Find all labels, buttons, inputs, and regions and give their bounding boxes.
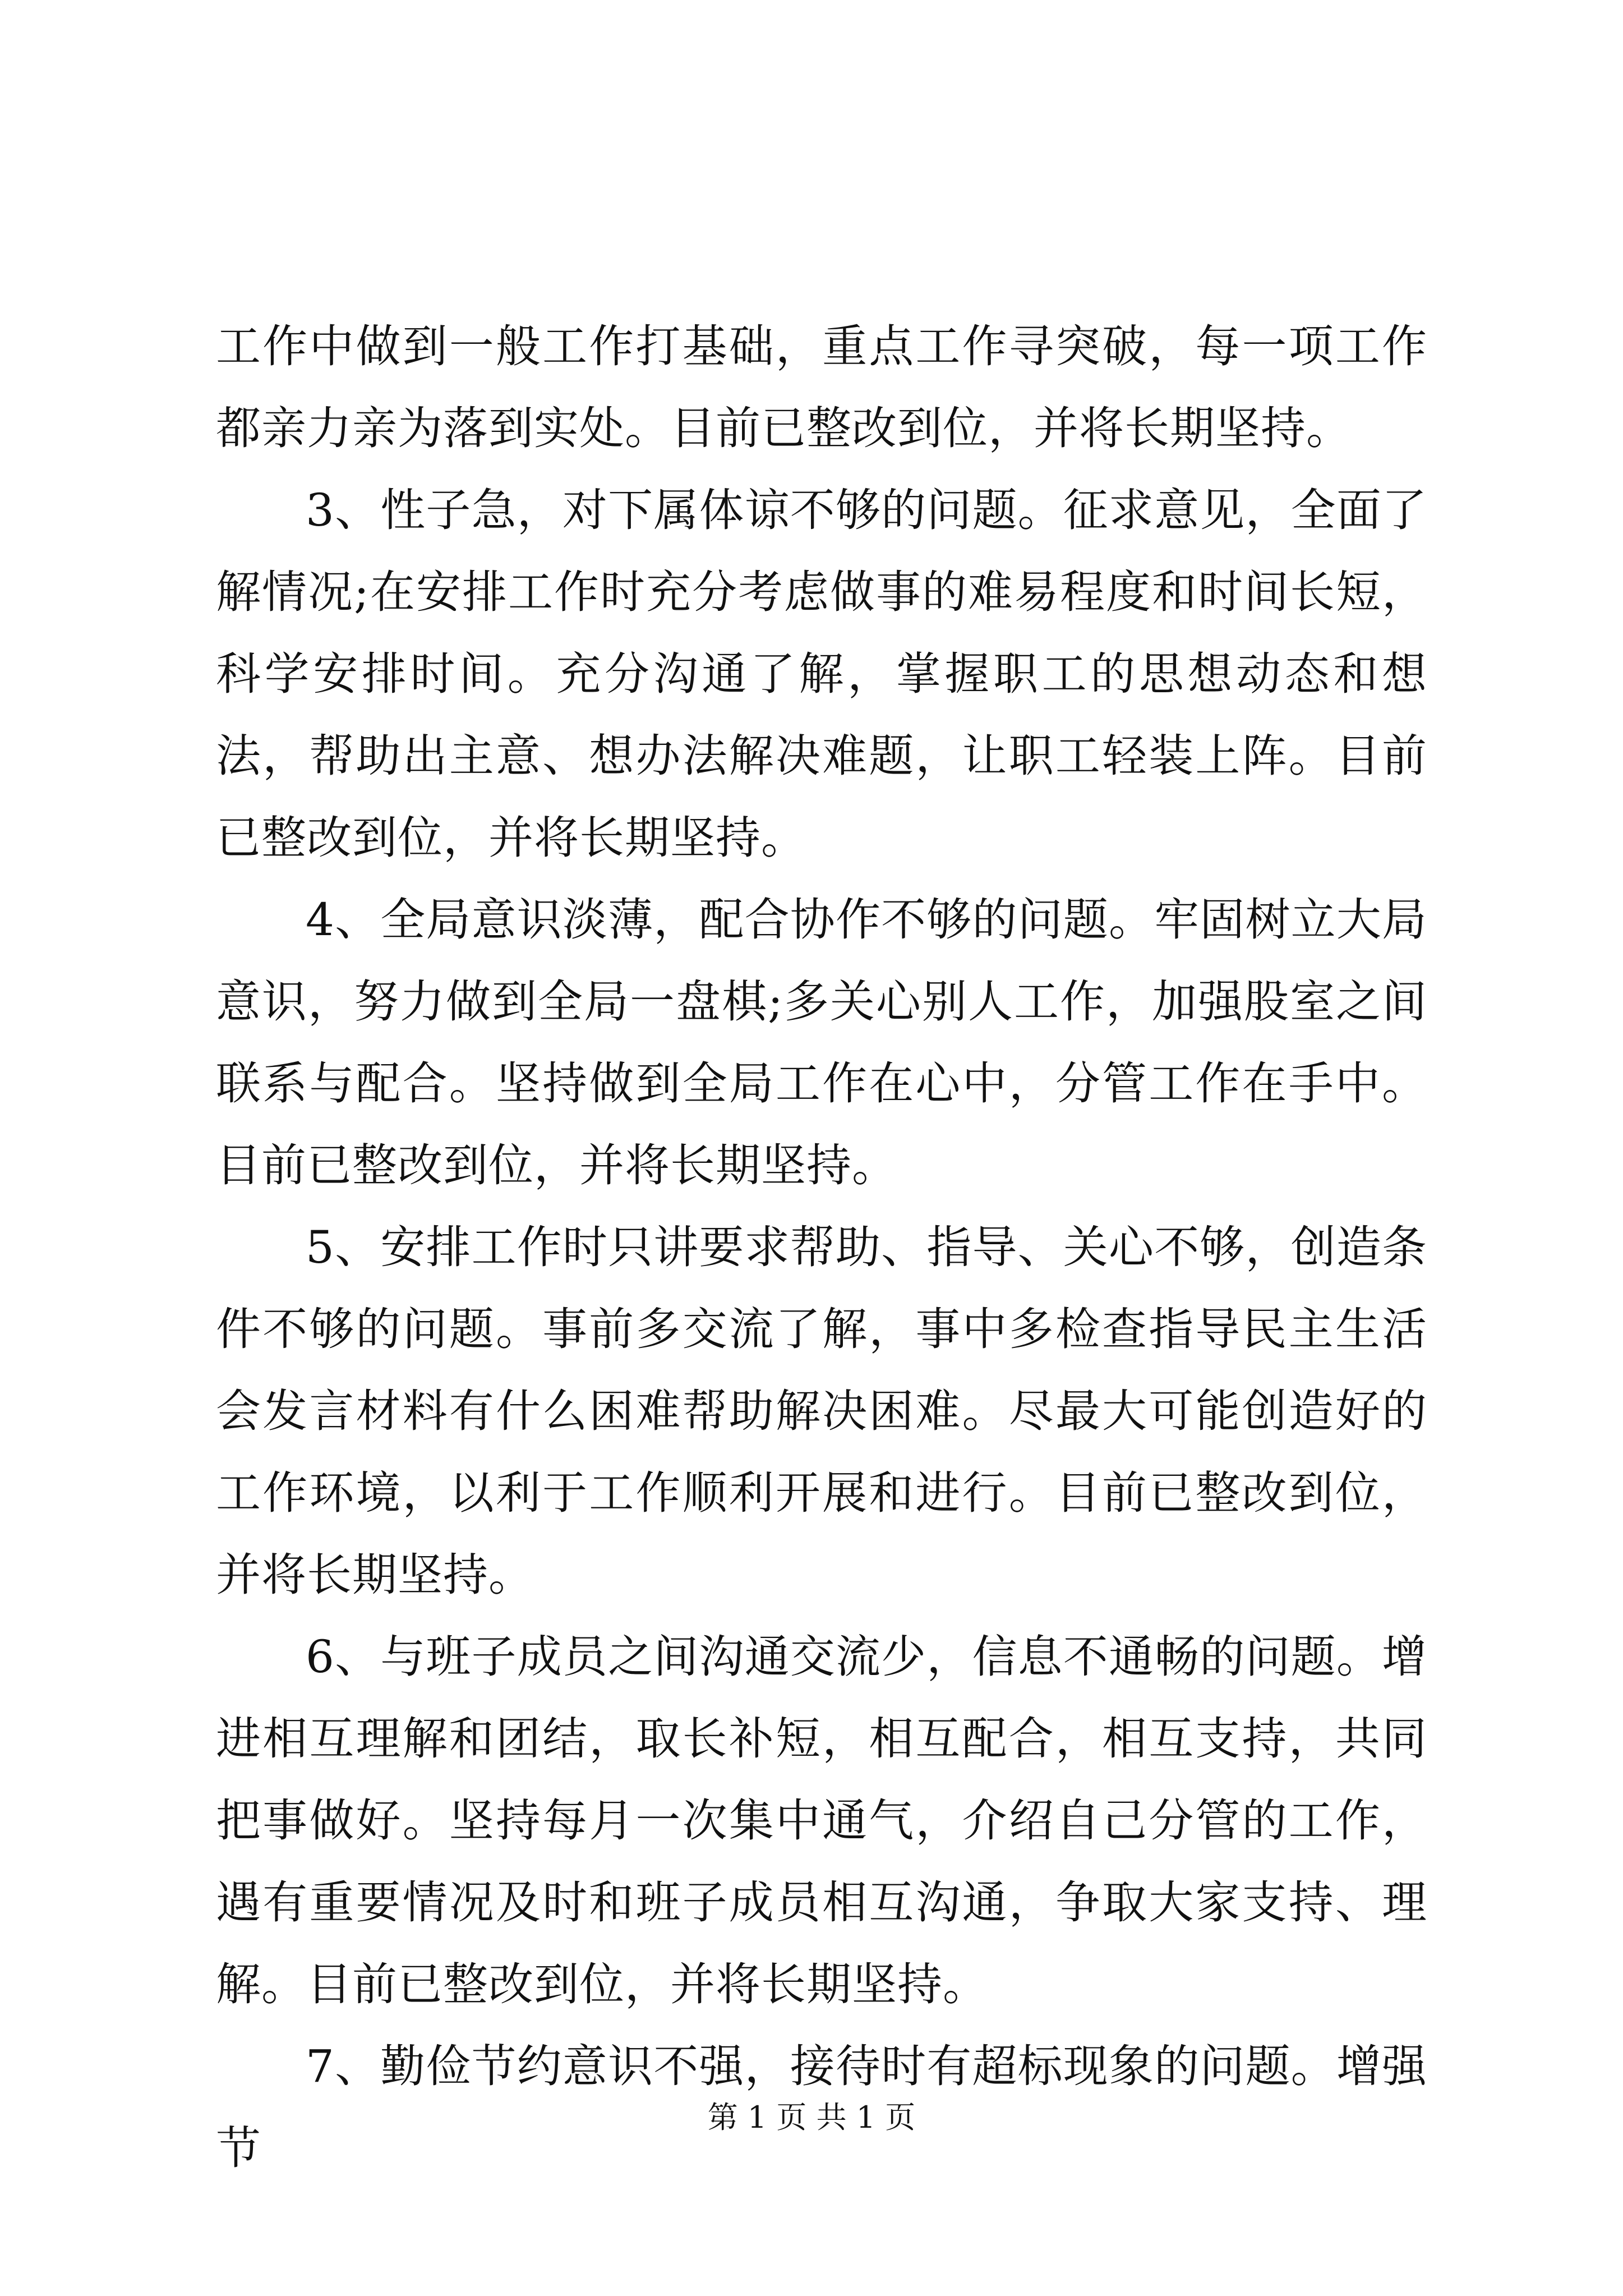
document-body xyxy=(216,306,1427,2189)
paragraph-item-4: 4、全局意识淡薄，配合协作不够的问题。牢固树立大局意识，努力做到全局一盘棋;多关心别人工作，加强股室之间联系与配合。坚持做到全局工作在心中，分管工作在手中。目前已整改到位，并将长期坚持。 xyxy=(216,894,1427,1191)
paragraph-item-6: 6、与班子成员之间沟通交流少，信息不通畅的问题。增进相互理解和团结，取长补短，相互配合，相互支持，共同把事做好。坚持每月一次集中通气，介绍自己分管的工作，遇有重要情况及时和班子成员相互沟通，争取大家支持、理解。目前已整改到位，并将长期坚持。 xyxy=(216,1631,1427,2010)
paragraph-continuation: 工作中做到一般工作打基础，重点工作寻突破，每一项工作都亲力亲为落到实处。目前已整改到位，并将长期坚持。 xyxy=(216,320,1427,454)
paragraph-item-7: 7、勤俭节约意识不强，接待时有超标现象的问题。增强节 xyxy=(216,2040,1427,2174)
paragraph-item-3: 3、性子急，对下属体谅不够的问题。征求意见，全面了解情况;在安排工作时充分考虑做事的难易程度和时间长短，科学安排时间。充分沟通了解，掌握职工的思想动态和想法，帮助出主意、想办法解决难题，让职工轻装上阵。目前已整改到位，并将长期坚持。 xyxy=(216,484,1427,864)
paragraph-item-5: 5、安排工作时只讲要求帮助、指导、关心不够，创造条件不够的问题。事前多交流了解，事中多检查指导民主生活会发言材料有什么困难帮助解决困难。尽最大可能创造好的工作环境，以利于工作顺利开展和进行。目前已整改到位，并将长期坚持。 xyxy=(216,1221,1427,1601)
page-footer: 第 1 页 共 1 页 xyxy=(707,2100,916,2135)
